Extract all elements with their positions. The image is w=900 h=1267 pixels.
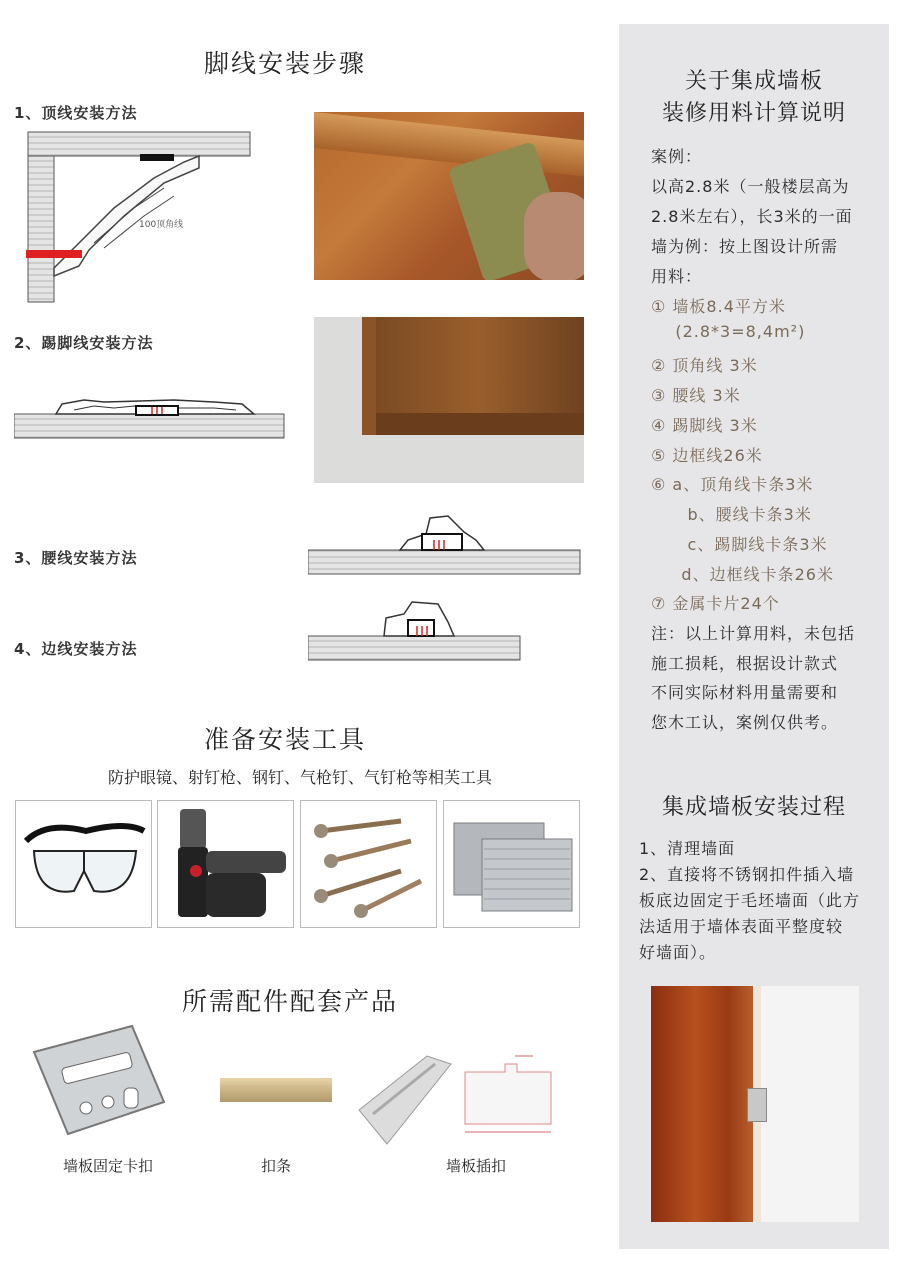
case-line: 墙为例：按上图设计所需 xyxy=(651,237,839,256)
material-item: ⑥ a、顶角线卡条3米 xyxy=(651,475,814,494)
material-item: b、腰线卡条3米 xyxy=(651,505,812,524)
case-line: 2.8米左右），长3米的一面 xyxy=(651,207,853,226)
tool-nail-gun xyxy=(157,800,294,928)
sidebar-title-line-1: 关于集成墙板 xyxy=(684,69,823,94)
step-2-label: 2、踢脚线安装方法 xyxy=(14,334,154,352)
process-line: 1、清理墙面 xyxy=(639,839,736,858)
sidebar-title-line-2: 装修用料计算说明 xyxy=(661,101,846,126)
strip-icon xyxy=(220,1078,332,1104)
material-item: ① 墙板8.4平方米 xyxy=(651,297,786,316)
process-line: 好墙面）。 xyxy=(639,943,717,962)
accessory-label-wall-clip: 墙板固定卡扣 xyxy=(62,1157,153,1175)
process-line: 2、直接将不锈钢扣件插入墙 xyxy=(639,865,855,884)
step-1-label: 1、顶线安装方法 xyxy=(14,104,138,122)
process-title: 集成墙板安装过程 xyxy=(661,795,846,820)
material-calc-sidebar xyxy=(619,24,889,1249)
note-line: 施工损耗，根据设计款式 xyxy=(651,654,839,673)
note-line: 注：以上计算用料，未包括 xyxy=(651,624,856,643)
material-item: ③ 腰线 3米 xyxy=(651,386,741,405)
case-line: 用料： xyxy=(651,267,703,286)
note-line: 您木工认，案例仅供考。 xyxy=(651,713,839,732)
nail-gun-install-photo xyxy=(314,112,584,280)
skirting-photo xyxy=(314,317,584,483)
process-line: 板底边固定于毛坯墙面（此方 xyxy=(639,891,861,910)
tools-subtitle: 防护眼镜、射钉枪、钢钉、气枪钉、气钉枪等相芙工具 xyxy=(107,768,492,787)
case-line: 以高2.8米（一般楼层高为 xyxy=(651,177,850,196)
tool-air-nails xyxy=(443,800,580,928)
material-item: d、边框线卡条26米 xyxy=(651,565,834,584)
wall-plug-icon xyxy=(355,1050,560,1150)
crown-molding-diagram xyxy=(14,128,254,306)
crown-molding-note: 100顶角线 xyxy=(139,220,184,230)
step-4-label: 4、边线安装方法 xyxy=(14,640,138,658)
skirting-line-diagram xyxy=(14,392,286,440)
wall-clip-icon xyxy=(28,1022,168,1142)
tools-title: 准备安装工具 xyxy=(203,725,366,754)
safety-goggles-icon xyxy=(16,801,152,928)
edge-line-diagram xyxy=(308,596,522,662)
material-item: ② 顶角线 3米 xyxy=(651,356,758,375)
material-item: ⑤ 边框线26米 xyxy=(651,446,763,465)
air-nails-icon xyxy=(444,801,580,928)
accessory-label-strip: 扣条 xyxy=(260,1157,291,1175)
step-3-label: 3、腰线安装方法 xyxy=(14,549,138,567)
tool-goggles xyxy=(15,800,152,928)
process-line: 法适用于墙体表面平整度较 xyxy=(639,917,844,936)
accessory-label-wall-plug: 墙板插扣 xyxy=(445,1157,506,1175)
steel-nails-icon xyxy=(301,801,437,928)
install-steps-title: 脚线安装步骤 xyxy=(203,49,366,78)
tool-steel-nails xyxy=(300,800,437,928)
waist-line-diagram xyxy=(308,512,582,576)
material-item: ⑦ 金属卡片24个 xyxy=(651,594,780,613)
material-item: (2.8*3=8,4m²) xyxy=(651,322,806,341)
nail-gun-icon xyxy=(158,801,294,928)
case-line: 案例： xyxy=(651,147,703,166)
wall-panel-clip-photo xyxy=(651,986,859,1222)
accessories-title: 所需配件配套产品 xyxy=(181,987,398,1016)
note-line: 不同实际材料用量需要和 xyxy=(651,683,839,702)
material-item: c、踢脚线卡条3米 xyxy=(651,535,828,554)
material-item: ④ 踢脚线 3米 xyxy=(651,416,758,435)
